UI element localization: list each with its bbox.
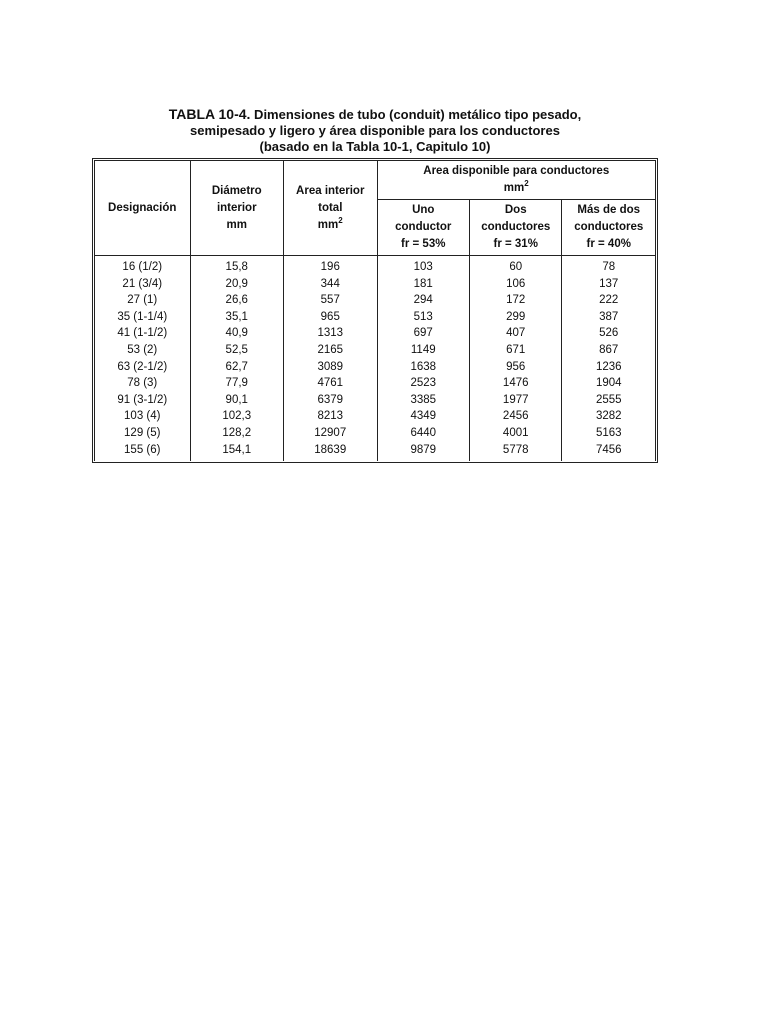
cell-diametro: 154,1: [190, 442, 284, 462]
conduit-dimensions-table: [94, 160, 656, 461]
table-row: [95, 342, 656, 359]
header-designacion: Designación: [95, 161, 191, 256]
cell-diametro: 20,9: [190, 276, 284, 293]
header-mas-de-dos: Más de dos conductores fr = 40%: [562, 200, 656, 256]
cell-area-total: 965: [284, 309, 378, 326]
cell-area-total: 196: [284, 256, 378, 276]
table-row: [95, 276, 656, 293]
cell-dos: 2456: [469, 408, 561, 425]
cell-mas-de-dos: 1904: [562, 375, 656, 392]
cell-mas-de-dos: 2555: [562, 392, 656, 409]
header-area-disponible: Area disponible para conductores $mm^2$: [377, 161, 656, 200]
table-row: [95, 375, 656, 392]
cell-uno: 9879: [377, 442, 469, 462]
cell-area-total: 18639: [284, 442, 378, 462]
table-row: [95, 408, 656, 425]
header-diametro: Diámetro interior mm: [190, 161, 284, 256]
cell-mas-de-dos: 5163: [562, 425, 656, 442]
caption-line-3: (basado en la Tabla 10-1, Capitulo 10): [259, 139, 491, 154]
table-row: [95, 292, 656, 309]
cell-dos: 407: [469, 325, 561, 342]
caption-line-1: [92, 106, 658, 123]
table-caption: [92, 106, 658, 155]
cell-diametro: 35,1: [190, 309, 284, 326]
cell-mas-de-dos: 526: [562, 325, 656, 342]
cell-dos: 956: [469, 359, 561, 376]
caption-line-1-text: Dimensiones de tubo (conduit) metálico tipo pesado,: [250, 107, 582, 122]
cell-mas-de-dos: 387: [562, 309, 656, 326]
cell-mas-de-dos: 137: [562, 276, 656, 293]
caption-lead: TABLA 10-4.: [168, 106, 251, 122]
cell-uno: 4349: [377, 408, 469, 425]
header-area-interior: Area interior total $mm^2$: [284, 161, 378, 256]
cell-uno: 6440: [377, 425, 469, 442]
cell-diametro: 62,7: [190, 359, 284, 376]
header-dos-conductores: Dos conductores fr = 31%: [469, 200, 561, 256]
cell-area-total: 4761: [284, 375, 378, 392]
cell-diametro: 77,9: [190, 375, 284, 392]
header-uno-conductor: Uno conductor fr = 53%: [377, 200, 469, 256]
table-row: [95, 392, 656, 409]
caption-line-2: semipesado y ligero y área disponible para los conductores: [190, 123, 560, 138]
cell-diametro: 40,9: [190, 325, 284, 342]
cell-designacion: 35 (1-1/4): [95, 309, 191, 326]
table-header: [95, 161, 656, 256]
cell-dos: 671: [469, 342, 561, 359]
conduit-table-frame: [92, 158, 658, 463]
cell-area-total: 2165: [284, 342, 378, 359]
cell-mas-de-dos: 7456: [562, 442, 656, 462]
cell-designacion: 63 (2-1/2): [95, 359, 191, 376]
cell-area-total: 557: [284, 292, 378, 309]
cell-dos: 4001: [469, 425, 561, 442]
cell-designacion: 155 (6): [95, 442, 191, 462]
table-row: [95, 309, 656, 326]
cell-diametro: 90,1: [190, 392, 284, 409]
cell-mas-de-dos: 867: [562, 342, 656, 359]
cell-designacion: 16 (1/2): [95, 256, 191, 276]
cell-uno: 513: [377, 309, 469, 326]
cell-dos: 172: [469, 292, 561, 309]
cell-dos: 1476: [469, 375, 561, 392]
table-body: [95, 256, 656, 462]
cell-uno: 294: [377, 292, 469, 309]
cell-dos: 299: [469, 309, 561, 326]
table-row: [95, 256, 656, 276]
cell-designacion: 129 (5): [95, 425, 191, 442]
cell-uno: 181: [377, 276, 469, 293]
cell-designacion: 78 (3): [95, 375, 191, 392]
cell-area-total: 1313: [284, 325, 378, 342]
cell-mas-de-dos: 3282: [562, 408, 656, 425]
cell-designacion: 91 (3-1/2): [95, 392, 191, 409]
cell-designacion: 21 (3/4): [95, 276, 191, 293]
cell-designacion: 27 (1): [95, 292, 191, 309]
cell-dos: 1977: [469, 392, 561, 409]
cell-uno: 103: [377, 256, 469, 276]
cell-diametro: 52,5: [190, 342, 284, 359]
table-row: [95, 425, 656, 442]
cell-uno: 2523: [377, 375, 469, 392]
cell-dos: 106: [469, 276, 561, 293]
cell-dos: 5778: [469, 442, 561, 462]
cell-area-total: 8213: [284, 408, 378, 425]
cell-dos: 60: [469, 256, 561, 276]
table-row: [95, 325, 656, 342]
cell-designacion: 53 (2): [95, 342, 191, 359]
cell-mas-de-dos: 222: [562, 292, 656, 309]
cell-area-total: 3089: [284, 359, 378, 376]
cell-diametro: 26,6: [190, 292, 284, 309]
cell-uno: 3385: [377, 392, 469, 409]
cell-uno: 697: [377, 325, 469, 342]
cell-diametro: 128,2: [190, 425, 284, 442]
table-row: [95, 359, 656, 376]
cell-diametro: 15,8: [190, 256, 284, 276]
cell-area-total: 344: [284, 276, 378, 293]
cell-designacion: 103 (4): [95, 408, 191, 425]
cell-mas-de-dos: 78: [562, 256, 656, 276]
cell-diametro: 102,3: [190, 408, 284, 425]
cell-mas-de-dos: 1236: [562, 359, 656, 376]
cell-uno: 1638: [377, 359, 469, 376]
table-row: [95, 442, 656, 462]
cell-area-total: 6379: [284, 392, 378, 409]
cell-area-total: 12907: [284, 425, 378, 442]
cell-uno: 1149: [377, 342, 469, 359]
cell-designacion: 41 (1-1/2): [95, 325, 191, 342]
